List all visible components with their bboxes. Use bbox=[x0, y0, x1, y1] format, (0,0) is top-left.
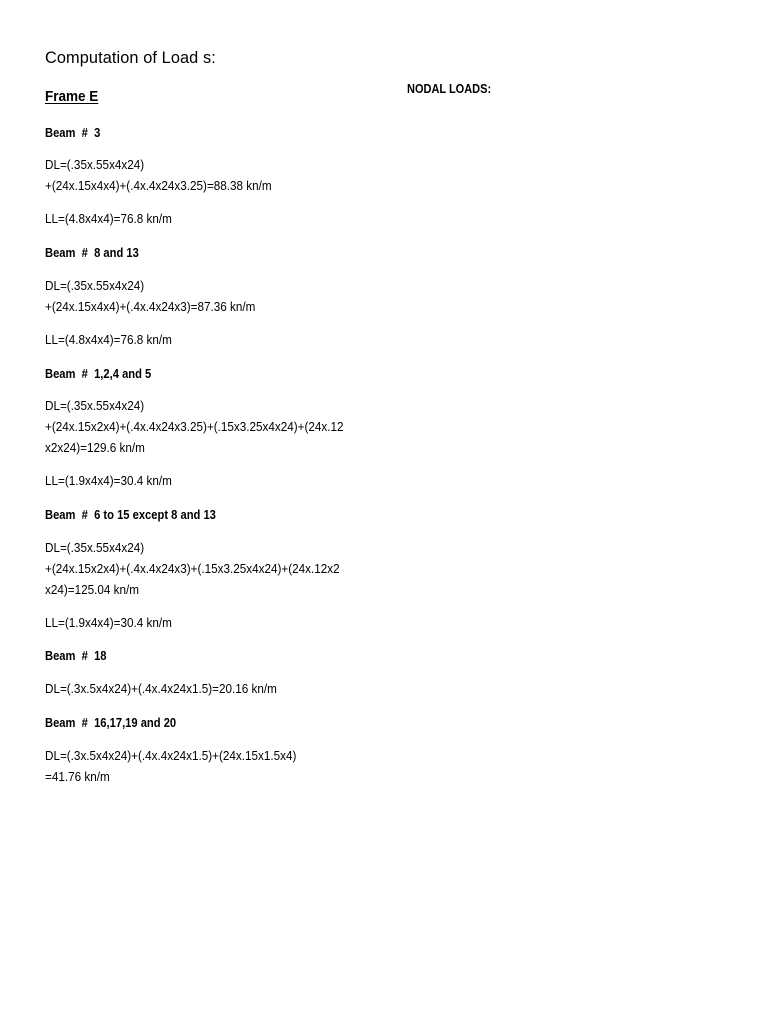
dead-load-line: =41.76 kn/m bbox=[45, 769, 110, 784]
live-load-line: LL=(4.8x4x4)=76.8 kn/m bbox=[45, 332, 172, 347]
dead-load-line: DL=(.35x.55x4x24) bbox=[45, 540, 145, 555]
dead-load-line: x24)=125.04 kn/m bbox=[45, 582, 139, 597]
dead-load-line: +(24x.15x4x4)+(.4x.4x24x3.25)=88.38 kn/m bbox=[45, 178, 272, 193]
dead-load-line: +(24x.15x2x4)+(.4x.4x24x3)+(.15x3.25x4x24)+(24x.12x2 bbox=[45, 561, 340, 576]
dead-load-line: DL=(.3x.5x4x24)+(.4x.4x24x1.5)=20.16 kn/m bbox=[45, 681, 277, 696]
live-load-line: LL=(1.9x4x4)=30.4 kn/m bbox=[45, 473, 172, 488]
dead-load-line: DL=(.35x.55x4x24) bbox=[45, 278, 145, 293]
dead-load-line: DL=(.35x.55x4x24) bbox=[45, 398, 145, 413]
beam-heading: Beam # 18 bbox=[45, 648, 107, 663]
live-load-line: LL=(1.9x4x4)=30.4 kn/m bbox=[45, 615, 172, 630]
dead-load-line: DL=(.35x.55x4x24) bbox=[45, 157, 145, 172]
dead-load-line: x2x24)=129.6 kn/m bbox=[45, 440, 145, 455]
page-title: Computation of Load s: bbox=[45, 48, 216, 67]
live-load-line: LL=(4.8x4x4)=76.8 kn/m bbox=[45, 211, 172, 226]
beam-heading: Beam # 1,2,4 and 5 bbox=[45, 366, 152, 381]
dead-load-line: DL=(.3x.5x4x24)+(.4x.4x24x1.5)+(24x.15x1.5x4) bbox=[45, 748, 297, 763]
beam-heading: Beam # 6 to 15 except 8 and 13 bbox=[45, 507, 216, 522]
beam-heading: Beam # 16,17,19 and 20 bbox=[45, 715, 177, 730]
beam-heading: Beam # 8 and 13 bbox=[45, 245, 139, 260]
nodal-loads-heading: NODAL LOADS: bbox=[407, 82, 492, 96]
dead-load-line: +(24x.15x4x4)+(.4x.4x24x3)=87.36 kn/m bbox=[45, 299, 256, 314]
dead-load-line: +(24x.15x2x4)+(.4x.4x24x3.25)+(.15x3.25x4x24)+(24x.12 bbox=[45, 419, 344, 434]
frame-heading: Frame E bbox=[45, 88, 99, 105]
beam-heading: Beam # 3 bbox=[45, 125, 101, 140]
